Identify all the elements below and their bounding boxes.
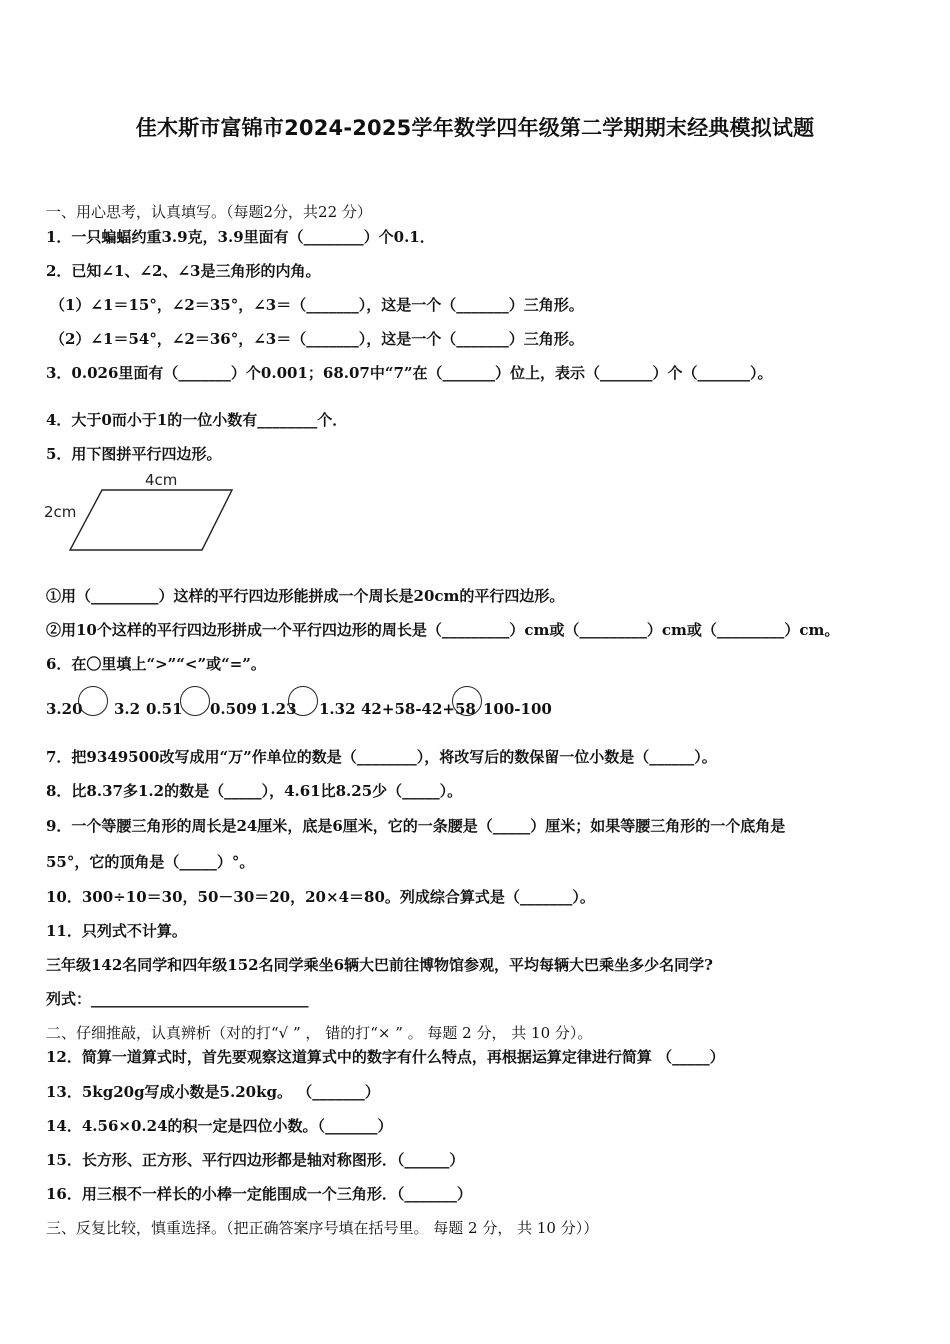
compare-right-3: 1.32	[319, 700, 356, 718]
compare-circle-4[interactable]	[452, 686, 482, 716]
question-11: 11．只列式不计算。	[46, 922, 187, 940]
question-2-part-1: （1）∠1＝15°，∠2＝35°，∠3＝（_______），这是一个（_______）三角形。	[50, 296, 584, 314]
section-heading-1: 一、用心思考，认真填写。（每题2分，共22 分）	[46, 203, 372, 221]
section-heading-2: 二、仔细推敲，认真辨析（对的打“√ ” ， 错的打“× ” 。 每题 2 分， 共 10 分）。	[46, 1024, 593, 1042]
question-2-part-2: （2）∠1＝54°，∠2＝36°，∠3＝（_______），这是一个（_______）三角形。	[50, 330, 584, 348]
parallelogram-side-label: 2cm	[44, 503, 77, 521]
compare-right-1: 3.2	[114, 700, 141, 718]
compare-right-2: 0.509	[210, 700, 257, 718]
compare-right-4: 100-100	[483, 700, 552, 718]
compare-left-2: 0.51	[146, 700, 183, 718]
compare-left-1: 3.20	[46, 700, 83, 718]
question-5-part-2: ②用10个这样的平行四边形拼成一个平行四边形的周长是（_________）cm或（_________）cm或（_________）cm。	[46, 621, 840, 639]
parallelogram-shape	[70, 490, 232, 550]
question-5: 5．用下图拼平行四边形。	[46, 445, 222, 463]
question-10: 10．300÷10＝30，50－30＝20，20×4＝80。列成综合算式是（_______）。	[46, 888, 595, 906]
question-1: 1．一只蝙蝠约重3.9克，3.9里面有（________）个0.1．	[46, 228, 435, 246]
parallelogram-figure	[42, 470, 242, 556]
question-4: 4．大于0而小于1的一位小数有________个．	[46, 411, 348, 429]
question-9-line-1: 9．一个等腰三角形的周长是24厘米，底是6厘米，它的一条腰是（_____）厘米；如果等腰三角形的一个底角是	[46, 817, 786, 835]
question-2: 2．已知∠1、∠2、∠3是三角形的内角。	[46, 262, 321, 280]
question-14: 14．4.56×0.24的积一定是四位小数。（_______）	[46, 1117, 393, 1135]
question-7: 7．把9349500改写成用“万”作单位的数是（________），将改写后的数保留一位小数是（______）。	[46, 748, 717, 766]
compare-circle-2[interactable]	[180, 686, 210, 716]
compare-left-3: 1.23	[260, 700, 297, 718]
compare-circle-3[interactable]	[288, 686, 318, 716]
question-15: 15．长方形、正方形、平行四边形都是轴对称图形．（______）	[46, 1151, 465, 1169]
question-13: 13．5kg20g写成小数是5.20kg。 （_______）	[46, 1083, 380, 1101]
question-12: 12．简算一道算式时，首先要观察这道算式中的数字有什么特点，再根据运算定律进行简算 （_____）	[46, 1048, 725, 1066]
question-6: 6．在〇里填上“>”“<”或“=”。	[46, 655, 266, 673]
question-5-part-1: ①用（_________）这样的平行四边形能拼成一个周长是20cm的平行四边形。	[46, 587, 565, 605]
section-heading-3: 三、反复比较，慎重选择。（把正确答案序号填在括号里。 每题 2 分， 共 10 分））	[46, 1219, 599, 1237]
compare-row	[46, 684, 606, 724]
page-title: 佳木斯市富锦市2024-2025学年数学四年级第二学期期末经典模拟试题	[135, 116, 815, 140]
question-11-text: 三年级142名同学和四年级152名同学乘坐6辆大巴前往博物馆参观，平均每辆大巴乘坐多少名同学?	[46, 956, 713, 974]
parallelogram-top-label: 4cm	[145, 471, 178, 489]
question-3: 3．0.026里面有（_______）个0.001；68.07中“7”在（_______）位上，表示（_______）个（_______）。	[46, 364, 773, 382]
compare-circle-1[interactable]	[78, 686, 108, 716]
question-9-line-2: 55°，它的顶角是（_____）°。	[46, 853, 255, 871]
compare-left-4: 42+58-42+58	[361, 700, 476, 718]
question-11-answer: 列式：_____________________________	[46, 990, 309, 1008]
question-8: 8．比8.37多1.2的数是（_____），4.61比8.25少（_____）。	[46, 782, 463, 800]
question-16: 16．用三根不一样长的小棒一定能围成一个三角形．（_______）	[46, 1185, 472, 1203]
